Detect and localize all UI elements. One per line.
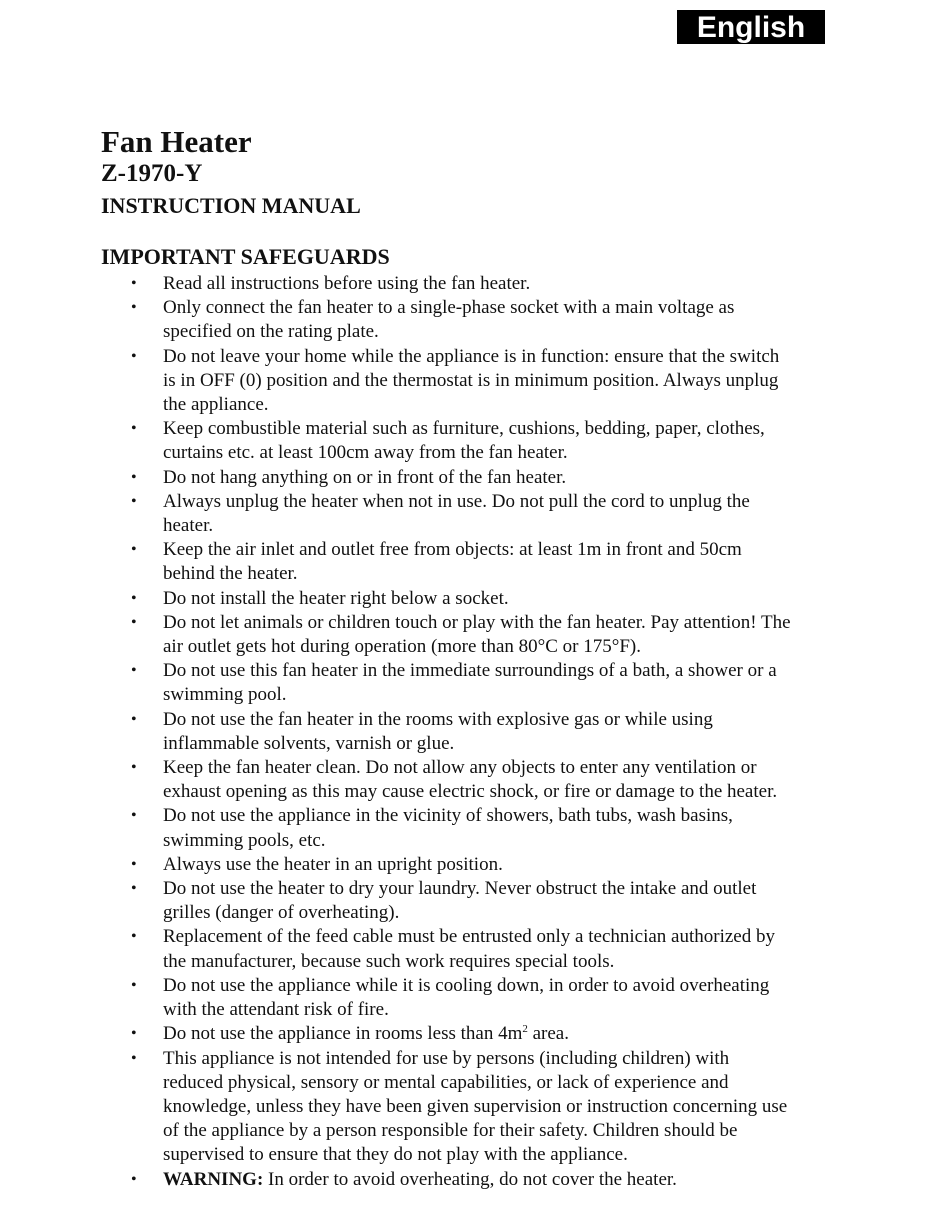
safeguard-line xyxy=(163,1143,791,1167)
safeguard-item xyxy=(0,490,791,538)
safeguard-item xyxy=(0,1022,791,1046)
safeguard-text: heater. xyxy=(163,515,214,537)
bullet-icon: • xyxy=(131,541,137,559)
safeguard-line xyxy=(163,490,791,514)
safeguard-item xyxy=(0,877,791,925)
safeguard-item xyxy=(0,1168,791,1192)
safeguard-text: Replacement of the feed cable must be entrusted only a technician authorized by xyxy=(163,926,775,948)
safeguard-line xyxy=(163,829,791,853)
safeguard-line xyxy=(163,369,791,393)
safeguard-item xyxy=(0,1047,791,1168)
superscript: 2 xyxy=(522,1023,528,1036)
safeguard-text: Only connect the fan heater to a single-phase socket with a main voltage as xyxy=(163,297,735,319)
bullet-icon: • xyxy=(131,1170,137,1188)
bullet-icon: • xyxy=(131,807,137,825)
bullet-icon: • xyxy=(131,589,137,607)
safeguard-line xyxy=(163,974,791,998)
safeguard-line xyxy=(163,998,791,1022)
safeguard-line xyxy=(163,659,791,683)
safeguard-line xyxy=(163,466,791,490)
safeguard-line xyxy=(163,950,791,974)
safeguard-text: supervised to ensure that they do not play with the appliance. xyxy=(163,1144,628,1166)
safeguard-line xyxy=(163,1119,791,1143)
safeguard-line xyxy=(163,393,791,417)
warning-label: WARNING: xyxy=(163,1168,264,1190)
safeguard-line xyxy=(163,708,791,732)
safeguard-text: Do not use the heater to dry your laundry. Never obstruct the intake and outlet xyxy=(163,878,757,900)
bullet-icon: • xyxy=(131,275,137,292)
safeguard-line xyxy=(163,345,791,369)
safeguards-list xyxy=(0,272,791,1192)
safeguard-line xyxy=(163,296,791,320)
safeguard-text: Do not use the appliance in rooms less than 4m xyxy=(163,1023,523,1045)
safeguard-text: specified on the rating plate. xyxy=(163,321,379,343)
bullet-icon: • xyxy=(131,492,137,510)
safeguard-text: curtains etc. at least 100cm away from the fan heater. xyxy=(163,442,568,464)
safeguard-text: knowledge, unless they have been given supervision or instruction concerning use xyxy=(163,1095,788,1117)
safeguard-line xyxy=(163,1047,791,1071)
bullet-icon: • xyxy=(131,710,137,728)
bullet-icon: • xyxy=(131,662,137,680)
safeguard-text: the appliance. xyxy=(163,394,269,416)
bullet-icon: • xyxy=(131,420,137,438)
safeguard-text: Do not let animals or children touch or play with the fan heater. Pay attention! The xyxy=(163,611,791,633)
safeguard-text: Do not use the fan heater in the rooms with explosive gas or while using xyxy=(163,708,713,730)
safeguard-text: Do not hang anything on or in front of the fan heater. xyxy=(163,466,567,488)
bullet-icon: • xyxy=(131,299,137,317)
safeguard-line xyxy=(163,417,791,441)
safeguard-line xyxy=(163,683,791,707)
safeguard-line xyxy=(163,1071,791,1095)
bullet-icon: • xyxy=(131,976,137,994)
safeguard-item xyxy=(0,611,791,659)
bullet-icon: • xyxy=(131,468,137,486)
safeguard-text: Keep combustible material such as furniture, cushions, bedding, paper, clothes, xyxy=(163,418,765,440)
safeguard-line xyxy=(163,756,791,780)
safeguard-item xyxy=(0,417,791,465)
model-number: Z-1970-Y xyxy=(101,160,203,187)
product-title: Fan Heater xyxy=(101,124,252,159)
safeguard-item xyxy=(0,345,791,418)
safeguard-line xyxy=(163,877,791,901)
safeguard-item xyxy=(0,538,791,586)
safeguard-text: swimming pools, etc. xyxy=(163,829,326,851)
safeguard-line xyxy=(163,804,791,828)
safeguard-text: of the appliance by a person responsible for their safety. Children should be xyxy=(163,1120,738,1142)
safeguard-line xyxy=(163,441,791,465)
safeguard-item xyxy=(0,804,791,852)
safeguard-text: Always unplug the heater when not in use. Do not pull the cord to unplug the xyxy=(163,490,750,512)
safeguard-text: Do not leave your home while the appliance is in function: ensure that the switch xyxy=(163,345,780,367)
section-heading: IMPORTANT SAFEGUARDS xyxy=(101,244,390,269)
safeguard-line xyxy=(163,853,791,877)
safeguard-item xyxy=(0,756,791,804)
safeguard-line xyxy=(163,538,791,562)
safeguard-text: is in OFF (0) position and the thermostat is in minimum position. Always unplug xyxy=(163,369,779,391)
language-badge: English xyxy=(677,10,825,44)
safeguard-item xyxy=(0,853,791,877)
safeguard-item xyxy=(0,587,791,611)
safeguard-line xyxy=(163,562,791,586)
safeguard-line xyxy=(163,925,791,949)
safeguard-text: grilles (danger of overheating). xyxy=(163,902,400,924)
safeguard-text: with the attendant risk of fire. xyxy=(163,999,389,1021)
safeguard-text: Do not use the appliance while it is cooling down, in order to avoid overheating xyxy=(163,974,770,996)
safeguard-item xyxy=(0,708,791,756)
bullet-icon: • xyxy=(131,1049,137,1067)
bullet-icon: • xyxy=(131,1025,137,1043)
safeguard-line xyxy=(163,272,791,296)
document-subtitle: INSTRUCTION MANUAL xyxy=(101,193,361,218)
safeguard-line xyxy=(163,732,791,756)
safeguard-text: behind the heater. xyxy=(163,563,298,585)
bullet-icon: • xyxy=(131,880,137,898)
bullet-icon: • xyxy=(131,347,137,365)
safeguard-item xyxy=(0,974,791,1022)
bullet-icon: • xyxy=(131,613,137,631)
safeguard-text: the manufacturer, because such work requires special tools. xyxy=(163,950,615,972)
safeguard-item xyxy=(0,272,791,296)
safeguard-item xyxy=(0,925,791,973)
safeguard-item xyxy=(0,296,791,344)
safeguard-text: air outlet gets hot during operation (more than 80°C or 175°F). xyxy=(163,636,641,658)
safeguard-line xyxy=(163,1168,791,1192)
safeguard-item xyxy=(0,466,791,490)
safeguard-text: Keep the fan heater clean. Do not allow any objects to enter any ventilation or xyxy=(163,757,757,779)
safeguard-text: Do not install the heater right below a socket. xyxy=(163,587,509,609)
safeguard-text: swimming pool. xyxy=(163,684,287,706)
bullet-icon: • xyxy=(131,855,137,873)
safeguard-line xyxy=(163,901,791,925)
safeguard-line xyxy=(163,1022,791,1046)
safeguard-text: Keep the air inlet and outlet free from objects: at least 1m in front and 50cm xyxy=(163,539,742,561)
safeguard-line xyxy=(163,320,791,344)
bullet-icon: • xyxy=(131,759,137,777)
safeguard-text: This appliance is not intended for use by persons (including children) with xyxy=(163,1047,730,1069)
safeguard-text: exhaust opening as this may cause electric shock, or fire or damage to the heater. xyxy=(163,781,778,803)
safeguard-line xyxy=(163,635,791,659)
safeguard-line xyxy=(163,587,791,611)
safeguard-line xyxy=(163,514,791,538)
safeguard-text: Do not use this fan heater in the immediate surroundings of a bath, a shower or a xyxy=(163,660,777,682)
safeguard-item xyxy=(0,659,791,707)
safeguard-text: area. xyxy=(527,1023,569,1045)
safeguard-text: In order to avoid overheating, do not cover the heater. xyxy=(263,1168,677,1190)
safeguard-text: Always use the heater in an upright position. xyxy=(163,853,503,875)
safeguard-line xyxy=(163,611,791,635)
safeguard-line xyxy=(163,780,791,804)
safeguard-text: Read all instructions before using the fan heater. xyxy=(163,273,531,294)
bullet-icon: • xyxy=(131,928,137,946)
safeguard-text: inflammable solvents, varnish or glue. xyxy=(163,732,455,754)
safeguard-line xyxy=(163,1095,791,1119)
safeguard-text: Do not use the appliance in the vicinity of showers, bath tubs, wash basins, xyxy=(163,805,733,827)
safeguard-text: reduced physical, sensory or mental capabilities, or lack of experience and xyxy=(163,1071,729,1093)
